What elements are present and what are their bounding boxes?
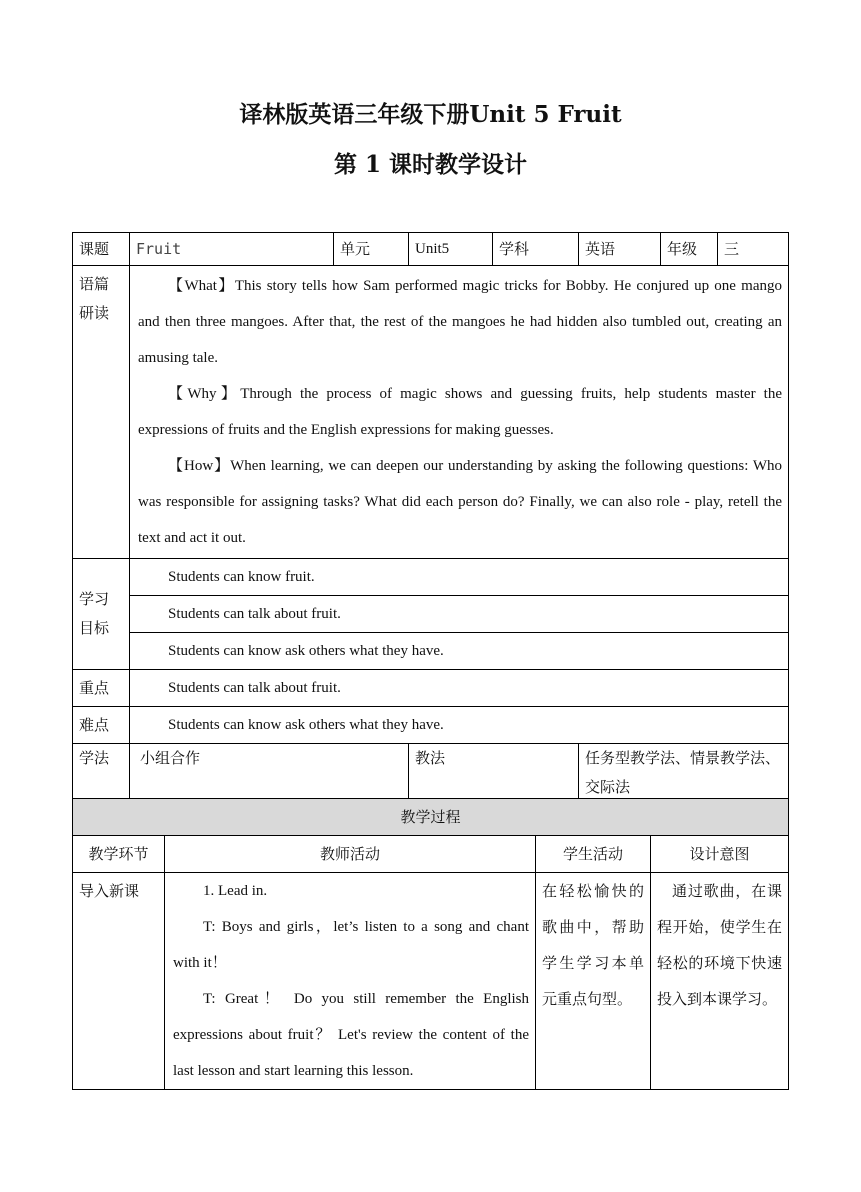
student-activity-cell: 在轻松愉快的歌曲中，帮助学生学习本单元重点句型。 — [536, 873, 651, 1090]
stage-cell: 导入新课 — [73, 873, 165, 1090]
reading-label: 语篇研读 — [73, 266, 130, 559]
column-header: 学生活动 — [536, 836, 651, 873]
teach-method-value: 任务型教学法、情景教学法、交际法 — [579, 744, 789, 803]
teacher-activity-line: T: Great！ Do you still remember the English expressions about fruit？ Let's review the content of the last lesson and start learning this lesson. — [173, 991, 529, 1079]
study-method-label: 学法 — [73, 744, 130, 803]
key-point-row — [73, 670, 789, 707]
key-point-label: 重点 — [73, 670, 130, 707]
grade-label: 年级 — [661, 233, 718, 266]
teaching-process-table — [72, 798, 789, 1090]
difficult-point-row — [73, 707, 789, 744]
process-row — [73, 873, 789, 1090]
methods-row — [73, 744, 789, 803]
grade-value: 三 — [718, 233, 789, 266]
difficult-point-value: Students can know ask others what they have. — [130, 707, 789, 744]
process-header-row — [73, 799, 789, 836]
difficult-point-label: 难点 — [73, 707, 130, 744]
goals-label: 学习目标 — [73, 559, 130, 670]
reading-what: 【What】This story tells how Sam performed magic tricks for Bobby. He conjured up one mango and then three mangoes. After that, the rest of the mangoes he had hidden also tumbled out, creating an amusing tale. — [138, 278, 782, 366]
study-method-value: 小组合作 — [130, 744, 409, 803]
topic-label: 课题 — [73, 233, 130, 266]
subject-label: 学科 — [493, 233, 579, 266]
document-subtitle: 第 1 课时教学设计 — [333, 151, 528, 178]
column-header: 教师活动 — [165, 836, 536, 873]
teacher-activity-cell — [165, 873, 536, 1090]
document-title: 译林版英语三年级下册Unit 5 Fruit — [239, 101, 622, 128]
process-column-header-row — [73, 836, 789, 873]
info-row — [73, 233, 789, 266]
column-header: 教学环节 — [73, 836, 165, 873]
unit-value: Unit5 — [409, 233, 493, 266]
teach-method-label: 教法 — [409, 744, 579, 803]
process-header: 教学过程 — [73, 799, 789, 836]
unit-label: 单元 — [334, 233, 409, 266]
goal-item: Students can know ask others what they have. — [130, 633, 789, 670]
goal-row — [73, 596, 789, 633]
topic-value: Fruit — [130, 233, 334, 266]
key-point-value: Students can talk about fruit. — [130, 670, 789, 707]
goal-item: Students can talk about fruit. — [130, 596, 789, 633]
reading-row — [73, 266, 789, 559]
reading-content — [130, 266, 789, 559]
reading-how: 【How】When learning, we can deepen our understanding by asking the following questions: Who was responsible for assigning tasks? What did each person do? Finally, we can also role - play, retell the text and act it out. — [138, 458, 782, 546]
goal-row — [73, 559, 789, 596]
design-intent-cell: 通过歌曲，在课程开始，使学生在轻松的环境下快速投入到本课学习。 — [651, 873, 789, 1090]
goal-row — [73, 633, 789, 670]
goal-item: Students can know fruit. — [130, 559, 789, 596]
teacher-activity-line: T: Boys and girls，let’s listen to a song and chant with it！ — [173, 919, 529, 971]
reading-why: 【Why】Through the process of magic shows and guessing fruits, help students master the expressions of fruits and the English expressions for making guesses. — [138, 386, 782, 438]
teacher-activity-line: 1. Lead in. — [203, 883, 268, 899]
subject-value: 英语 — [579, 233, 661, 266]
lesson-info-table — [72, 232, 789, 803]
column-header: 设计意图 — [651, 836, 789, 873]
